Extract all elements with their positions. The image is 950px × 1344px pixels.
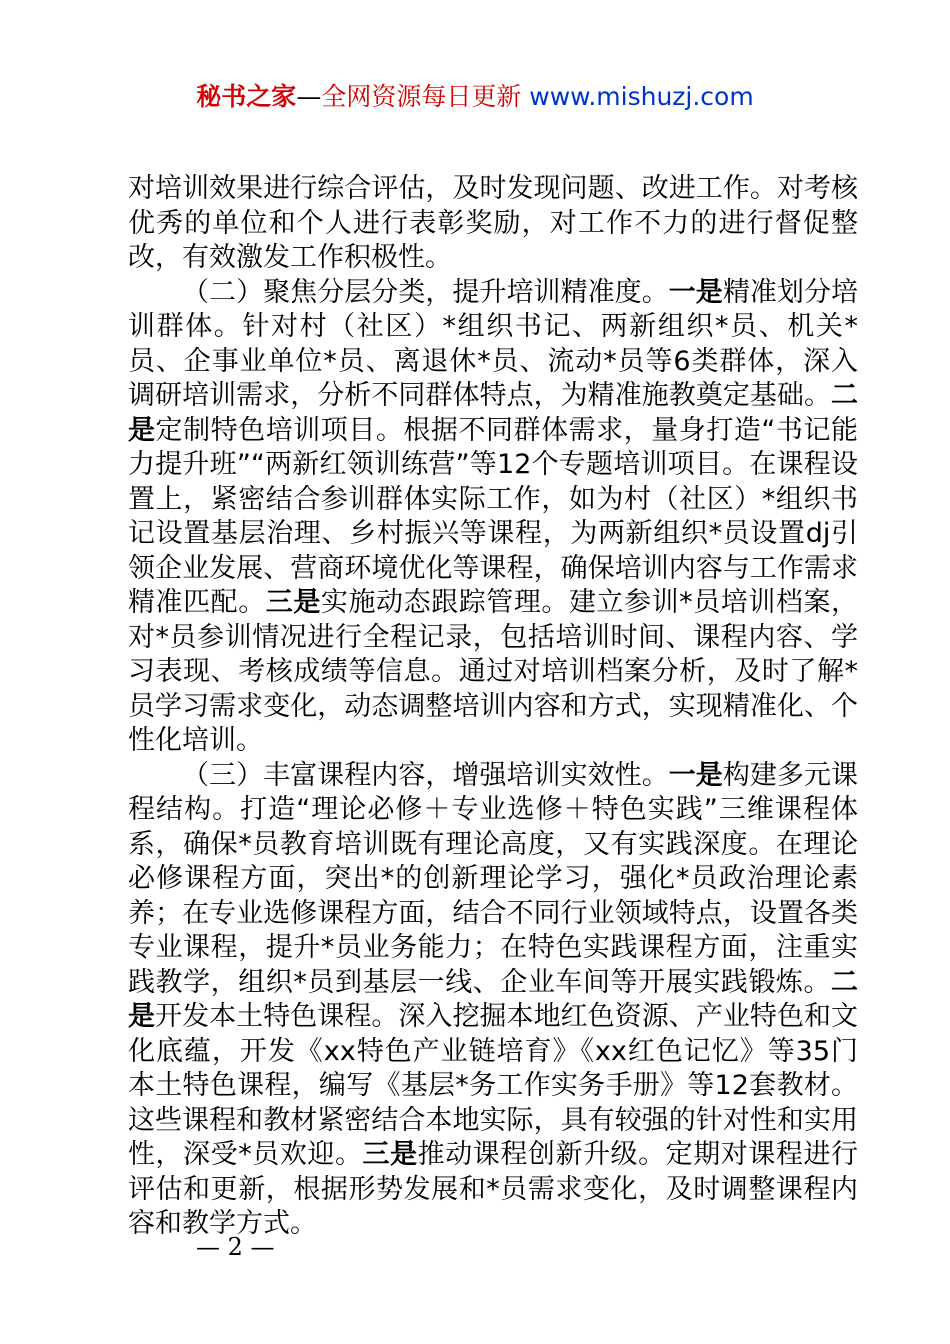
paragraph-1-text: 对培训效果进行综合评估，及时发现问题、改进工作。对考核优秀的单位和个人进行表彰奖励，对工作不力的进行督促整改，有效激发工作积极性。 bbox=[128, 173, 858, 273]
marker-third: 三是 bbox=[265, 587, 321, 618]
paragraph-3-text-1: 构建多元课程结构。打造“理论必修＋专业选修＋特色实践”三维课程体系，确保*员教育培训既有理论高度，又有实践深度。在理论必修课程方面，突出*的创新理论学习，强化*员政治理论素养；在专业选修课程方面，结合不同行业领域特点，设置各类专业课程，提升*员业务能力；在特色实践课程方面，注重实践教学，组织*员到基层一线、企业车间等开展实践锻炼。 bbox=[128, 759, 859, 998]
paragraph-3-text-3: 推动课程创新升级。定期对课程进行评估和更新，根据形势发展和*员需求变化，及时调整课程内容和教学方式。 bbox=[128, 1139, 859, 1239]
marker-first: 一是 bbox=[668, 759, 723, 791]
header-slogan: 全网资源每日更新 bbox=[321, 82, 522, 111]
paragraph-3 bbox=[128, 759, 858, 1242]
section-2-heading: （二）聚焦分层分类，提升培训精准度。 bbox=[182, 276, 669, 308]
paragraph-2-text-2: 定制特色培训项目。根据不同群体需求，量身打造“书记能力提升班”“两新红领训练营”等12个专题培训项目。在课程设置上，紧密结合参训群体实际工作，如为村（社区）*组织书记设置基层治理、乡村振兴等课程，为两新组织*员设置dj引领企业发展、营商环境优化等课程，确保培训内容与工作需求精准匹配。 bbox=[128, 414, 858, 618]
marker-second: 二是 bbox=[128, 380, 858, 446]
paragraph-1 bbox=[128, 172, 858, 276]
site-header bbox=[0, 80, 950, 114]
paragraph-2 bbox=[128, 276, 858, 759]
section-3-heading: （三）丰富课程内容，增强培训实效性。 bbox=[182, 759, 669, 791]
marker-first: 一是 bbox=[668, 276, 723, 308]
page-number: — 2 — bbox=[196, 1233, 275, 1261]
paragraph-2-text-3: 实施动态跟踪管理。建立参训*员培训档案，对*员参训情况进行全程记录，包括培训时间、课程内容、学习表现、考核成绩等信息。通过对培训档案分析，及时了解*员学习需求变化，动态调整培训内容和方式，实现精准化、个性化培训。 bbox=[128, 587, 859, 756]
marker-second: 二是 bbox=[128, 966, 858, 1032]
header-brand: 秘书之家 bbox=[196, 82, 297, 111]
paragraph-2-text-1: 精准划分培训群体。针对村（社区）*组织书记、两新组织*员、机关*员、企事业单位*员、离退休*员、流动*员等6类群体，深入调研培训需求，分析不同群体特点，为精准施教奠定基础。 bbox=[128, 276, 859, 411]
document-body bbox=[128, 172, 858, 1242]
header-separator: — bbox=[296, 82, 322, 111]
header-url-link[interactable]: www.mishuzj.com bbox=[529, 82, 754, 111]
marker-third: 三是 bbox=[362, 1139, 418, 1170]
paragraph-3-text-2: 开发本土特色课程。深入挖掘本地红色资源、产业特色和文化底蕴，开发《xx特色产业链培育》《xx红色记忆》等35门本土特色课程，编写《基层*务工作实务手册》等12套教材。这些课程和教材紧密结合本地实际，具有较强的针对性和实用性，深受*员欢迎。 bbox=[128, 1001, 859, 1170]
